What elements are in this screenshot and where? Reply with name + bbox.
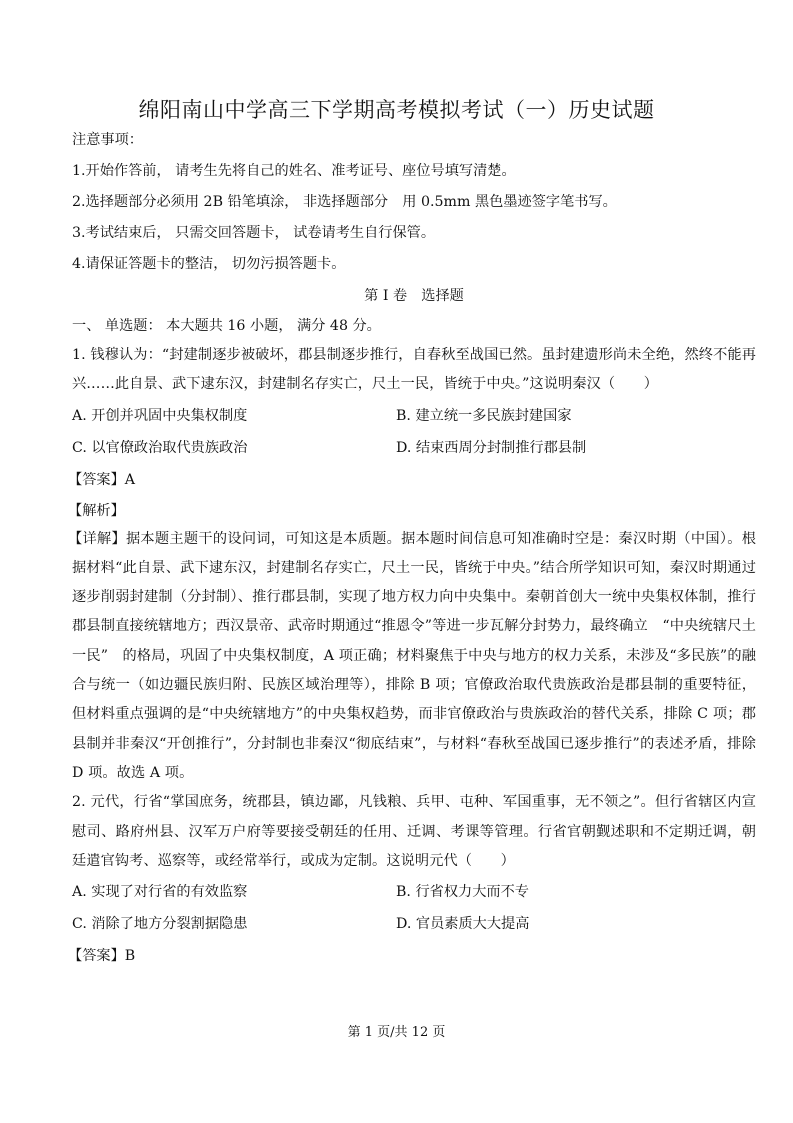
question-2-option-c: C. 消除了地方分裂割据隐患: [72, 916, 248, 933]
notice-item-2: 2.选择题部分必须用 2B 铅笔填涂， 非选择题部分 用 0.5mm 黑色墨迹签字笔书写。: [72, 194, 617, 210]
document-body: [68, 130, 756, 966]
question-2-options-row-1: [72, 882, 756, 902]
question-2-stem: 2. 元代，行省“掌国庶务，统郡县，镇边鄙，凡钱粮、兵甲、屯种、军国重事，无不领之”。但行省辖区内宣慰司、路府州县、汉军万户府等要接受朝廷的任用、迁调、考课等管理。行省官朝觐述职和不定期迁调，朝廷遣官钩考、巡察等，或经常举行，或成为定制。这说明元代（ ）: [72, 794, 756, 869]
question-2-option-b: B. 行省权力大而不专: [396, 884, 529, 901]
question-2-options-row-2: [72, 914, 756, 934]
part-heading: 一、 单选题： 本大题共 16 小题， 满分 48 分。: [72, 318, 381, 334]
question-1-answer: 【答案】A: [68, 471, 135, 488]
question-1-options-row-1: [72, 406, 756, 426]
question-1-option-a: A. 开创并巩固中央集权制度: [72, 407, 248, 424]
question-1-analysis-tag: 【解析】: [68, 502, 125, 519]
page-title: 绵阳南山中学高三下学期高考模拟考试（一）历史试题: [138, 98, 655, 122]
notice-item-4: 4.请保证答题卡的整洁， 切勿污损答题卡。: [72, 256, 346, 272]
question-1-option-b: B. 建立统一多民族封建国家: [396, 407, 572, 424]
question-1-options-row-2: [72, 438, 756, 458]
question-2-option-a: A. 实现了对行省的有效监察: [72, 884, 248, 901]
notice-item-1: 1.开始作答前， 请考生先将自己的姓名、准考证号、座位号填写清楚。: [72, 163, 516, 179]
question-1-option-c: C. 以官僚政治取代贵族政治: [72, 439, 248, 456]
question-2-option-d: D. 官员素质大大提高: [396, 916, 530, 933]
question-1-option-d: D. 结束西周分封制推行郡县制: [396, 439, 587, 456]
question-1-analysis: 【详解】据本题主题干的设问词，可知这是本质题。据本题时间信息可知准确时空是：秦汉时期（中国）。根据材料“此自景、武下逮东汉，封建制名存实亡，尺土一民，皆统于中央。”结合所学知识可知，秦汉时期通过逐步削弱封建制（分封制）、推行郡县制，实现了地方权力向中央集中。秦朝首创大一统中央集权体制，推行郡县制直接统辖地方；西汉景帝、武帝时期通过“推恩令”等进一步瓦解分封势力，最终确立 “中央统辖尺土一民” 的格局，巩固了中央集权制度，A 项正确；材料聚焦于中央与地方的权力关系，未涉及“多民族”的融合与统一（如边疆民族归附、民族区域治理等），排除 B 项；官僚政治取代贵族政治是郡县制的重要特征，但材料重点强调的是“中央统辖地方”的中央集权趋势，而非官僚政治与贵族政治的替代关系，排除 C 项；郡县制并非秦汉“开创推行”，分封制也非秦汉“彻底结束”，与材料“春秋至战国已逐步推行”的表述矛盾，排除 D 项。故选 A 项。: [68, 530, 756, 781]
question-2-answer: 【答案】B: [68, 948, 136, 965]
page-footer: 第 1 页/共 12 页: [347, 1025, 446, 1040]
section-title: 第 I 卷 选择题: [364, 288, 464, 304]
question-1-stem: 1. 钱穆认为：“封建制逐步被破坏，郡县制逐步推行，自春秋至战国已然。虽封建遗形尚未全绝，然终不能再兴……此自景、武下逮东汉，封建制名存实亡，尺土一民，皆统于中央。”这说明秦汉（ ）: [72, 347, 756, 393]
notice-heading: 注意事项：: [72, 132, 143, 148]
notice-item-3: 3.考试结束后， 只需交回答题卡， 试卷请考生自行保管。: [72, 225, 436, 241]
